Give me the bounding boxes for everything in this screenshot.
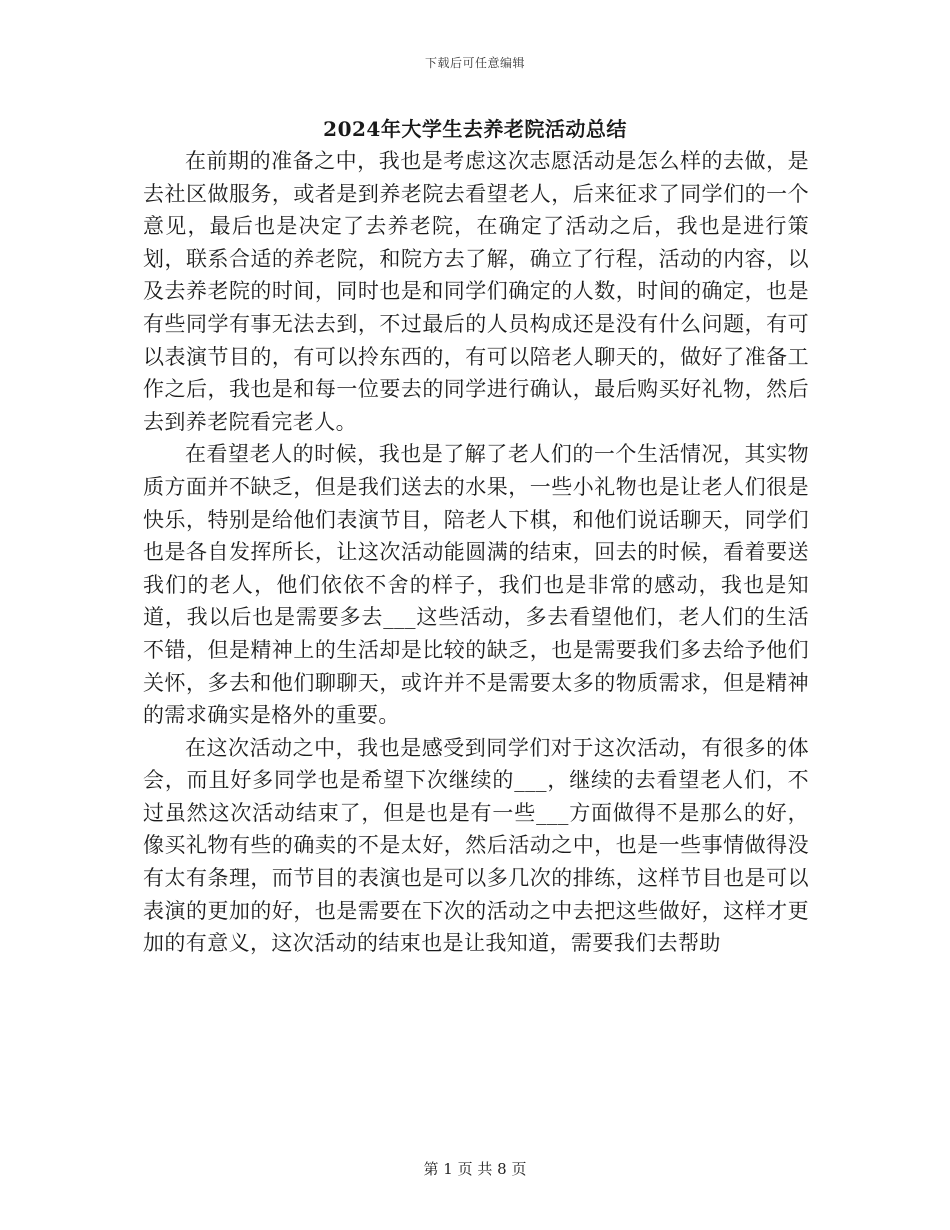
page-header-note: 下载后可任意编辑 bbox=[424, 56, 525, 70]
document-title: 2024年大学生去养老院活动总结 bbox=[323, 117, 627, 141]
paragraph-3: 在这次活动之中，我也是感受到同学们对于这次活动，有很多的体会，而且好多同学也是希望下次继续的___，继续的去看望老人们，不过虽然这次活动结束了，但是也是有一些___方面做得不是那么的好，像买礼物有些的确卖的不是太好，然后活动之中，也是一些事情做得没有太有条理，而节目的表演也是可以多几次的排练，这样节目也是可以表演的更加的好，也是需要在下次的活动之中去把这些做好，这样才更加的有意义，这次活动的结束也是让我知道，需要我们去帮助 bbox=[143, 735, 809, 956]
paragraph-2: 在看望老人的时候，我也是了解了老人们的一个生活情况，其实物质方面并不缺乏，但是我们送去的水果，一些小礼物也是让老人们很是快乐，特别是给他们表演节目，陪老人下棋，和他们说话聊天，同学们也是各自发挥所长，让这次活动能圆满的结束，回去的时候，看着要送我们的老人，他们依依不舍的样子，我们也是非常的感动，我也是知道，我以后也是需要多去___这些活动，多去看望他们，老人们的生活不错，但是精神上的生活却是比较的缺乏，也是需要我们多去给予他们关怀，多去和他们聊聊天，或许并不是需要太多的物质需求，但是精神的需求确实是格外的重要。 bbox=[143, 442, 809, 728]
page-number: 第 1 页 共 8 页 bbox=[423, 1160, 527, 1178]
paragraph-1: 在前期的准备之中，我也是考虑这次志愿活动是怎么样的去做，是去社区做服务，或者是到养老院去看望老人，后来征求了同学们的一个意见，最后也是决定了去养老院，在确定了活动之后，我也是进行策划，联系合适的养老院，和院方去了解，确立了行程，活动的内容，以及去养老院的时间，同时也是和同学们确定的人数，时间的确定，也是有些同学有事无法去到，不过最后的人员构成还是没有什么问题，有可以表演节目的，有可以拎东西的，有可以陪老人聊天的，做好了准备工作之后，我也是和每一位要去的同学进行确认，最后购买好礼物，然后去到养老院看完老人。 bbox=[143, 149, 809, 434]
document-body bbox=[143, 145, 809, 960]
